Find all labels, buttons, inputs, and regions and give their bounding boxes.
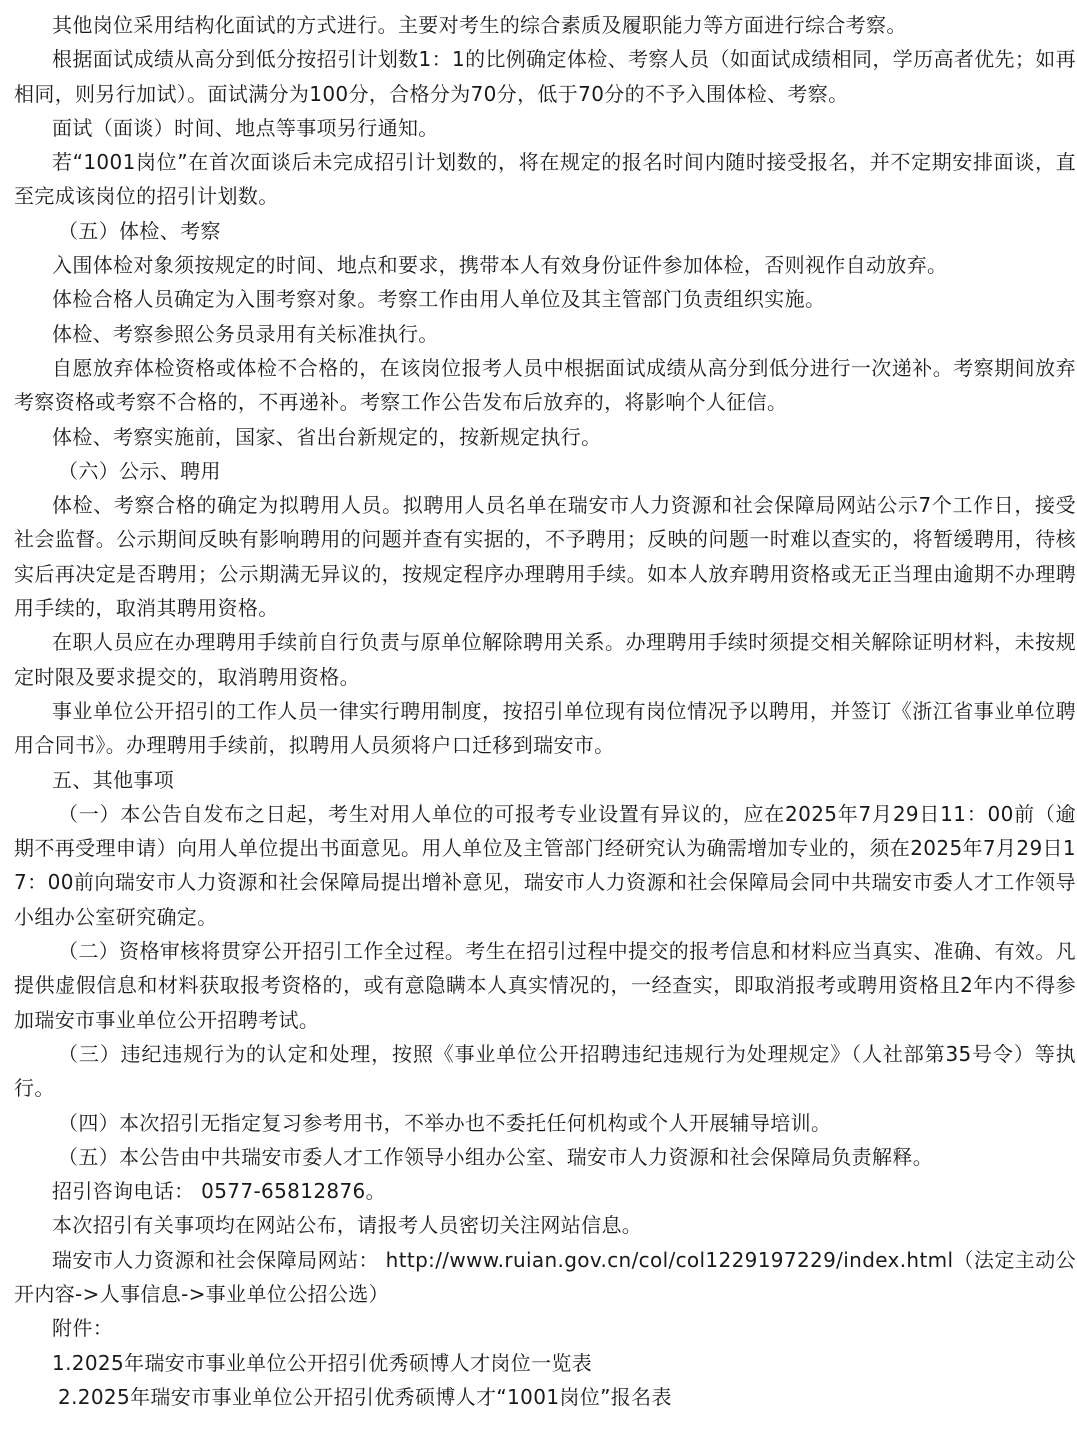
website-prefix: 瑞安市人力资源和社会保障局网站： bbox=[52, 1247, 386, 1272]
website-suffix: （法定主动公开内容->人事信息->事业单位公招公选） bbox=[14, 1247, 1076, 1306]
paragraph-contract-system: 事业单位公开招引的工作人员一律实行聘用制度，按招引单位现有岗位情况予以聘用，并签订《浙江省事业单位聘用合同书》。办理聘用手续前，拟聘用人员须将户口迁移到瑞安市。 bbox=[14, 698, 1076, 758]
paragraph-other-item-1: （一）本公告自发布之日起，考生对用人单位的可报考专业设置有异议的，应在2025年7月29日11：00前（逾期不再受理申请）向用人单位提出书面意见。用人单位及主管部门经研究认为确需增加专业的，须在2025年7月29日17：00前向瑞安市人力资源和社会保障局提出增补意见，瑞安市人力资源和社会保障局会同中共瑞安市委人才工作领导小组办公室研究确定。 bbox=[14, 801, 1076, 929]
paragraph-other-item-5: （五）本公告由中共瑞安市委人才工作领导小组办公室、瑞安市人力资源和社会保障局负责解释。 bbox=[58, 1144, 934, 1169]
paragraph-incumbent-staff: 在职人员应在办理聘用手续前自行负责与原单位解除聘用关系。办理聘用手续时须提交相关解除证明材料，未按规定时限及要求提交的，取消聘用资格。 bbox=[14, 630, 1076, 689]
paragraph-exam-qualified: 体检合格人员确定为入围考察对象。考察工作由用人单位及其主管部门负责组织实施。 bbox=[52, 287, 826, 312]
paragraph-interview-notice: 面试（面谈）时间、地点等事项另行通知。 bbox=[52, 115, 439, 140]
section-heading-exam: （五）体检、考察 bbox=[58, 218, 221, 243]
attachment-item-2[interactable]: 2.2025年瑞安市事业单位公开招引优秀硕博人才“1001岗位”报名表 bbox=[58, 1384, 672, 1409]
paragraph-website bbox=[14, 1243, 1076, 1312]
paragraph-exam-new-rules: 体检、考察实施前，国家、省出台新规定的，按新规定执行。 bbox=[52, 424, 602, 449]
section-heading-publicity: （六）公示、聘用 bbox=[58, 458, 221, 483]
paragraph-hotline: 招引咨询电话： 0577-65812876。 bbox=[52, 1179, 386, 1204]
paragraph-other-item-3: （三）违纪违规行为的认定和处理，按照《事业单位公开招聘违纪违规行为处理规定》（人社部第35号令）等执行。 bbox=[14, 1041, 1076, 1101]
paragraph-other-item-2: （二）资格审核将贯穿公开招引工作全过程。考生在招引过程中提交的报考信息和材料应当真实、准确、有效。凡提供虚假信息和材料获取报考资格的，或有意隐瞒本人真实情况的，一经查实，即取消报考或聘用资格且2年内不得参加瑞安市事业单位公开招聘考试。 bbox=[14, 939, 1076, 1032]
paragraph-interview-method: 其他岗位采用结构化面试的方式进行。主要对考生的综合素质及履职能力等方面进行综合考察。 bbox=[52, 13, 907, 37]
paragraph-publicity-hiring: 体检、考察合格的确定为拟聘用人员。拟聘用人员名单在瑞安市人力资源和社会保障局网站公示7个工作日，接受社会监督。公示期间反映有影响聘用的问题并查有实据的，不予聘用；反映的问题一时难以查实的，将暂缓聘用，待核实后再决定是否聘用；公示期满无异议的，按规定程序办理聘用手续。如本人放弃聘用资格或无正当理由逾期不办理聘用手续的，取消其聘用资格。 bbox=[14, 493, 1076, 621]
website-link[interactable]: http://www.ruian.gov.cn/col/col1229197229/index.html bbox=[385, 1247, 954, 1272]
attachments-heading: 附件： bbox=[52, 1316, 114, 1341]
paragraph-interview-ranking: 根据面试成绩从高分到低分按招引计划数1：1的比例确定体检、考察人员（如面试成绩相同，学历高者优先；如再相同，则另行加试）。面试满分为100分，合格分为70分，低于70分的不予入围体检、考察。 bbox=[14, 47, 1076, 106]
section-heading-other-matters: 五、其他事项 bbox=[52, 767, 175, 792]
paragraph-website-notice: 本次招引有关事项均在网站公布，请报考人员密切关注网站信息。 bbox=[52, 1213, 643, 1238]
paragraph-exam-standard: 体检、考察参照公务员录用有关标准执行。 bbox=[52, 321, 439, 346]
attachment-item-1[interactable]: 1.2025年瑞安市事业单位公开招引优秀硕博人才岗位一览表 bbox=[52, 1350, 593, 1375]
paragraph-exam-attendance: 入围体检对象须按规定的时间、地点和要求，携带本人有效身份证件参加体检，否则视作自动放弃。 bbox=[52, 253, 948, 278]
paragraph-1001-position: 若“1001岗位”在首次面谈后未完成招引计划数的，将在规定的报名时间内随时接受报名，并不定期安排面谈，直至完成该岗位的招引计划数。 bbox=[14, 150, 1076, 209]
paragraph-other-item-4: （四）本次招引无指定复习参考用书，不举办也不委托任何机构或个人开展辅导培训。 bbox=[58, 1110, 832, 1135]
document-body bbox=[14, 8, 1076, 1414]
paragraph-exam-replacement: 自愿放弃体检资格或体检不合格的，在该岗位报考人员中根据面试成绩从高分到低分进行一次递补。考察期间放弃考察资格或考察不合格的，不再递补。考察工作公告发布后放弃的，将影响个人征信。 bbox=[14, 355, 1076, 415]
